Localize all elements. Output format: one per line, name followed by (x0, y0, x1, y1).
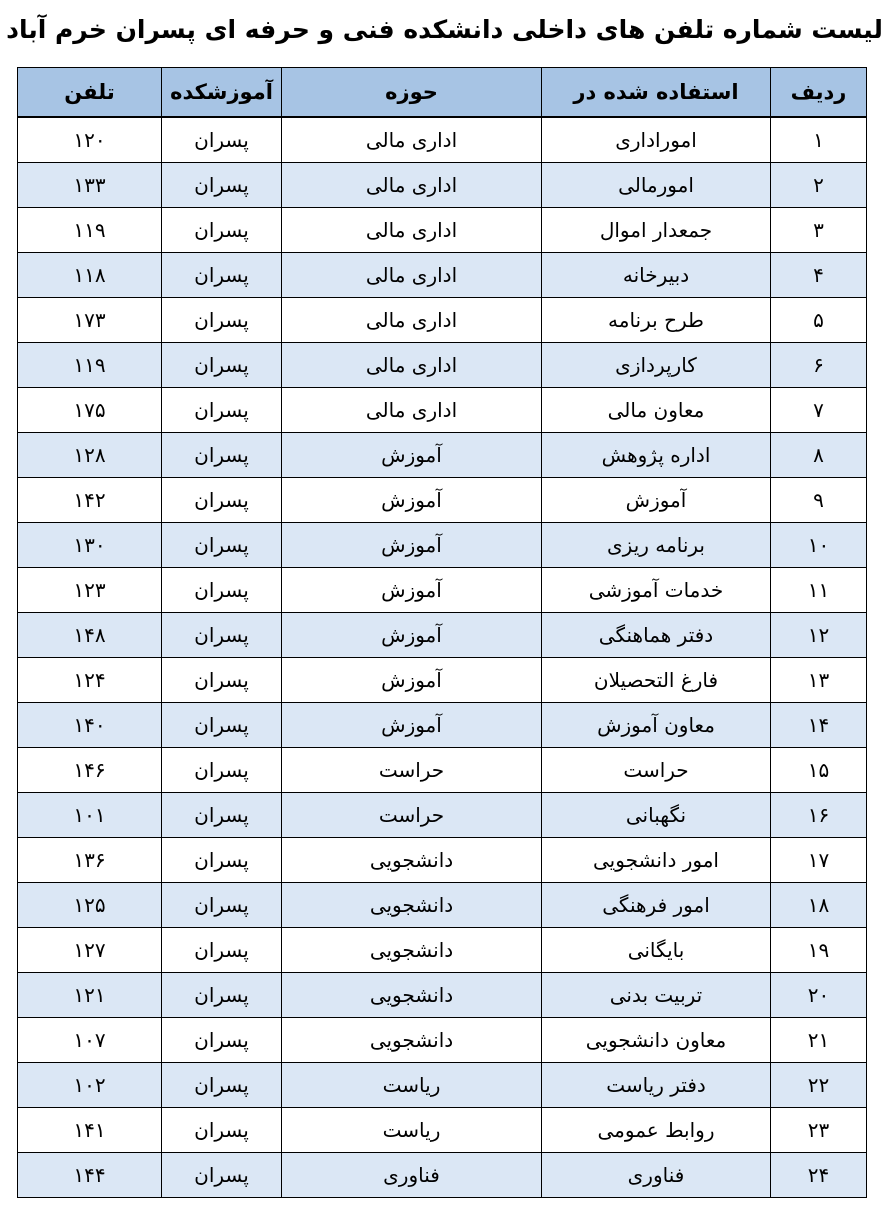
cell-phone: ۱۲۴ (18, 658, 162, 703)
header-used-in: استفاده شده در (542, 68, 771, 118)
table-row (18, 117, 867, 163)
cell-school: پسران (162, 1063, 282, 1108)
cell-used-in: بایگانی (542, 928, 771, 973)
cell-phone: ۱۷۵ (18, 388, 162, 433)
cell-area: دانشجویی (282, 973, 542, 1018)
table-row (18, 973, 867, 1018)
cell-area: اداری مالی (282, 117, 542, 163)
cell-row-number: ۱۸ (771, 883, 867, 928)
cell-row-number: ۴ (771, 253, 867, 298)
cell-area: فناوری (282, 1153, 542, 1198)
cell-school: پسران (162, 253, 282, 298)
cell-phone: ۱۱۸ (18, 253, 162, 298)
table-row (18, 298, 867, 343)
cell-phone: ۱۰۲ (18, 1063, 162, 1108)
cell-row-number: ۱۷ (771, 838, 867, 883)
table-row (18, 208, 867, 253)
table-row (18, 163, 867, 208)
table-row (18, 703, 867, 748)
cell-phone: ۱۰۱ (18, 793, 162, 838)
cell-used-in: امور دانشجویی (542, 838, 771, 883)
cell-used-in: معاون مالی (542, 388, 771, 433)
cell-school: پسران (162, 298, 282, 343)
cell-used-in: تربیت بدنی (542, 973, 771, 1018)
cell-row-number: ۱۵ (771, 748, 867, 793)
table-row (18, 388, 867, 433)
cell-phone: ۱۲۰ (18, 117, 162, 163)
cell-row-number: ۶ (771, 343, 867, 388)
cell-phone: ۱۱۹ (18, 208, 162, 253)
cell-row-number: ۲۰ (771, 973, 867, 1018)
table-row (18, 433, 867, 478)
table-row (18, 838, 867, 883)
table-row (18, 253, 867, 298)
cell-school: پسران (162, 613, 282, 658)
table-row (18, 1018, 867, 1063)
cell-phone: ۱۱۹ (18, 343, 162, 388)
cell-area: دانشجویی (282, 838, 542, 883)
table-body (18, 117, 867, 1198)
cell-school: پسران (162, 343, 282, 388)
table-row (18, 793, 867, 838)
cell-used-in: روابط عمومی (542, 1108, 771, 1153)
table-row (18, 883, 867, 928)
cell-used-in: طرح برنامه (542, 298, 771, 343)
cell-row-number: ۱۳ (771, 658, 867, 703)
cell-used-in: معاون دانشجویی (542, 1018, 771, 1063)
cell-row-number: ۱۱ (771, 568, 867, 613)
cell-phone: ۱۳۶ (18, 838, 162, 883)
cell-phone: ۱۲۷ (18, 928, 162, 973)
cell-row-number: ۱ (771, 117, 867, 163)
cell-phone: ۱۳۰ (18, 523, 162, 568)
cell-area: دانشجویی (282, 1018, 542, 1063)
cell-school: پسران (162, 388, 282, 433)
cell-area: ریاست (282, 1108, 542, 1153)
table-row (18, 613, 867, 658)
cell-phone: ۱۴۸ (18, 613, 162, 658)
cell-area: حراست (282, 793, 542, 838)
cell-row-number: ۱۶ (771, 793, 867, 838)
cell-area: آموزش (282, 568, 542, 613)
table-row (18, 343, 867, 388)
cell-phone: ۱۴۶ (18, 748, 162, 793)
cell-used-in: دفتر هماهنگی (542, 613, 771, 658)
cell-area: آموزش (282, 433, 542, 478)
header-school: آموزشکده (162, 68, 282, 118)
cell-school: پسران (162, 928, 282, 973)
cell-used-in: آموزش (542, 478, 771, 523)
table-row (18, 568, 867, 613)
cell-used-in: نگهبانی (542, 793, 771, 838)
cell-area: دانشجویی (282, 883, 542, 928)
cell-area: اداری مالی (282, 253, 542, 298)
cell-area: ریاست (282, 1063, 542, 1108)
cell-school: پسران (162, 1018, 282, 1063)
cell-area: آموزش (282, 523, 542, 568)
cell-row-number: ۸ (771, 433, 867, 478)
cell-row-number: ۲ (771, 163, 867, 208)
table-row (18, 478, 867, 523)
cell-school: پسران (162, 703, 282, 748)
cell-row-number: ۲۲ (771, 1063, 867, 1108)
cell-used-in: امورمالی (542, 163, 771, 208)
cell-school: پسران (162, 838, 282, 883)
cell-used-in: اداره پژوهش (542, 433, 771, 478)
cell-used-in: برنامه ریزی (542, 523, 771, 568)
cell-school: پسران (162, 208, 282, 253)
cell-used-in: دفتر ریاست (542, 1063, 771, 1108)
cell-phone: ۱۲۳ (18, 568, 162, 613)
cell-used-in: کارپردازی (542, 343, 771, 388)
table-row (18, 1063, 867, 1108)
cell-row-number: ۱۲ (771, 613, 867, 658)
cell-area: آموزش (282, 478, 542, 523)
table-header-row (18, 68, 867, 118)
table-row (18, 928, 867, 973)
table-row (18, 1108, 867, 1153)
table-row (18, 523, 867, 568)
cell-phone: ۱۲۸ (18, 433, 162, 478)
cell-school: پسران (162, 748, 282, 793)
cell-phone: ۱۴۲ (18, 478, 162, 523)
cell-area: اداری مالی (282, 343, 542, 388)
header-row-number: ردیف (771, 68, 867, 118)
cell-phone: ۱۲۱ (18, 973, 162, 1018)
cell-school: پسران (162, 883, 282, 928)
cell-school: پسران (162, 658, 282, 703)
cell-row-number: ۲۳ (771, 1108, 867, 1153)
cell-school: پسران (162, 433, 282, 478)
cell-row-number: ۳ (771, 208, 867, 253)
cell-row-number: ۲۱ (771, 1018, 867, 1063)
cell-area: اداری مالی (282, 163, 542, 208)
page-title: لیست شماره تلفن های داخلی دانشکده فنی و حرفه ای پسران خرم آباد (6, 15, 883, 44)
cell-used-in: جمعدار اموال (542, 208, 771, 253)
cell-school: پسران (162, 1153, 282, 1198)
cell-school: پسران (162, 568, 282, 613)
cell-area: اداری مالی (282, 208, 542, 253)
cell-row-number: ۷ (771, 388, 867, 433)
cell-area: آموزش (282, 703, 542, 748)
cell-area: آموزش (282, 613, 542, 658)
cell-school: پسران (162, 478, 282, 523)
cell-used-in: دبیرخانه (542, 253, 771, 298)
cell-used-in: فارغ التحصیلان (542, 658, 771, 703)
cell-row-number: ۲۴ (771, 1153, 867, 1198)
cell-used-in: معاون آموزش (542, 703, 771, 748)
cell-phone: ۱۴۴ (18, 1153, 162, 1198)
table-row (18, 658, 867, 703)
cell-phone: ۱۲۵ (18, 883, 162, 928)
cell-used-in: فناوری (542, 1153, 771, 1198)
cell-area: دانشجویی (282, 928, 542, 973)
cell-row-number: ۱۰ (771, 523, 867, 568)
cell-used-in: خدمات آموزشی (542, 568, 771, 613)
cell-school: پسران (162, 973, 282, 1018)
cell-area: اداری مالی (282, 388, 542, 433)
cell-row-number: ۵ (771, 298, 867, 343)
cell-area: اداری مالی (282, 298, 542, 343)
table-row (18, 1153, 867, 1198)
cell-school: پسران (162, 117, 282, 163)
cell-school: پسران (162, 1108, 282, 1153)
cell-phone: ۱۴۱ (18, 1108, 162, 1153)
cell-phone: ۱۰۷ (18, 1018, 162, 1063)
cell-used-in: حراست (542, 748, 771, 793)
cell-school: پسران (162, 793, 282, 838)
phone-directory-table (17, 67, 867, 1198)
cell-phone: ۱۳۳ (18, 163, 162, 208)
table-row (18, 748, 867, 793)
cell-row-number: ۱۴ (771, 703, 867, 748)
cell-school: پسران (162, 163, 282, 208)
cell-used-in: امور فرهنگی (542, 883, 771, 928)
cell-area: آموزش (282, 658, 542, 703)
header-area: حوزه (282, 68, 542, 118)
cell-school: پسران (162, 523, 282, 568)
cell-phone: ۱۴۰ (18, 703, 162, 748)
cell-used-in: اموراداری (542, 117, 771, 163)
cell-row-number: ۱۹ (771, 928, 867, 973)
cell-area: حراست (282, 748, 542, 793)
header-phone: تلفن (18, 68, 162, 118)
cell-row-number: ۹ (771, 478, 867, 523)
cell-phone: ۱۷۳ (18, 298, 162, 343)
